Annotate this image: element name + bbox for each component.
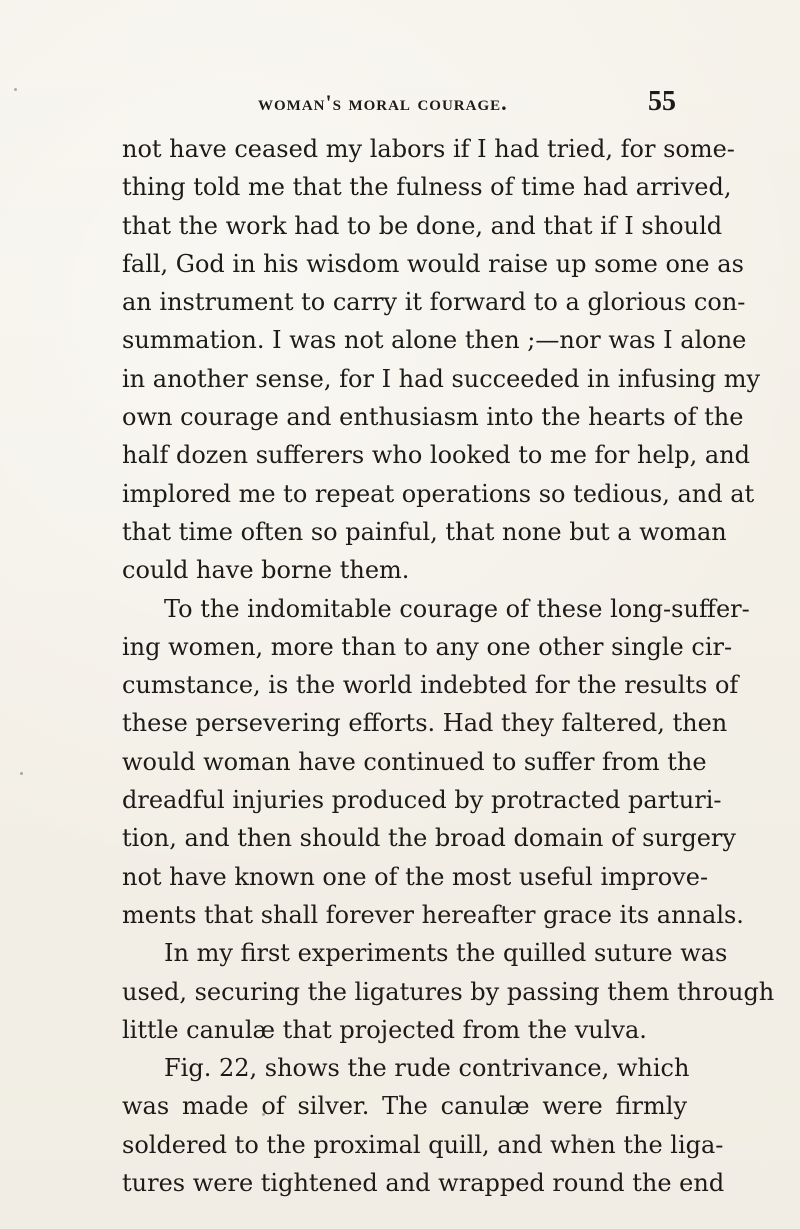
paragraph-start-line: To the indomitable courage of these long-suffer- bbox=[164, 594, 750, 623]
text-line: not have known one of the most useful improve- bbox=[122, 862, 709, 891]
text-line: thing told me that the fulness of time had arrived, bbox=[122, 173, 732, 202]
text-line: tion, and then should the broad domain of surgery bbox=[122, 824, 736, 853]
text-line: cumstance, is the world indebted for the results of bbox=[122, 671, 739, 700]
paper-speck bbox=[588, 1138, 591, 1141]
text-line: an instrument to carry it forward to a glorious con- bbox=[122, 288, 746, 317]
text-line: could have borne them. bbox=[122, 556, 410, 585]
text-line: was made of silver. The canulæ were firmly bbox=[122, 1092, 687, 1121]
paragraph-start-line: In my first experiments the quilled suture was bbox=[164, 939, 728, 968]
text-line: half dozen sufferers who looked to me for help, and bbox=[122, 441, 751, 470]
text-line: dreadful injuries produced by protracted parturi- bbox=[122, 786, 722, 815]
text-line: little canulæ that projected from the vulva. bbox=[122, 1015, 647, 1044]
paper-speck bbox=[14, 88, 17, 91]
text-line: ments that shall forever hereafter grace its annals. bbox=[122, 900, 744, 929]
paragraph-start-line: Fig. 22, shows the rude contrivance, which bbox=[164, 1054, 690, 1083]
page-number: 55 bbox=[648, 86, 676, 117]
text-line: implored me to repeat operations so tedious, and at bbox=[122, 479, 755, 508]
text-line: these persevering efforts. Had they faltered, then bbox=[122, 709, 728, 738]
text-line: would woman have continued to suffer from the bbox=[122, 747, 707, 776]
text-line: used, securing the ligatures by passing them through bbox=[122, 977, 775, 1006]
paper-speck bbox=[20, 772, 23, 775]
text-line: ing women, more than to any one other single cir- bbox=[122, 632, 733, 661]
text-line: that the work had to be done, and that if I should bbox=[122, 211, 723, 240]
running-head: woman's moral courage. bbox=[258, 90, 508, 115]
text-line: in another sense, for I had succeeded in infusing my bbox=[122, 364, 761, 393]
text-line: not have ceased my labors if I had tried, for some- bbox=[122, 135, 735, 163]
paper-speck bbox=[262, 1113, 265, 1116]
text-line: soldered to the proximal quill, and when the liga- bbox=[122, 1130, 724, 1159]
text-line: own courage and enthusiasm into the hearts of the bbox=[122, 403, 744, 432]
text-line: summation. I was not alone then ;—nor was I alone bbox=[122, 326, 747, 355]
text-line: tures were tightened and wrapped round the end bbox=[122, 1169, 725, 1198]
body-text bbox=[122, 130, 775, 1202]
text-line: fall, God in his wisdom would raise up some one as bbox=[122, 249, 744, 278]
text-line: that time often so painful, that none but a woman bbox=[122, 517, 727, 546]
